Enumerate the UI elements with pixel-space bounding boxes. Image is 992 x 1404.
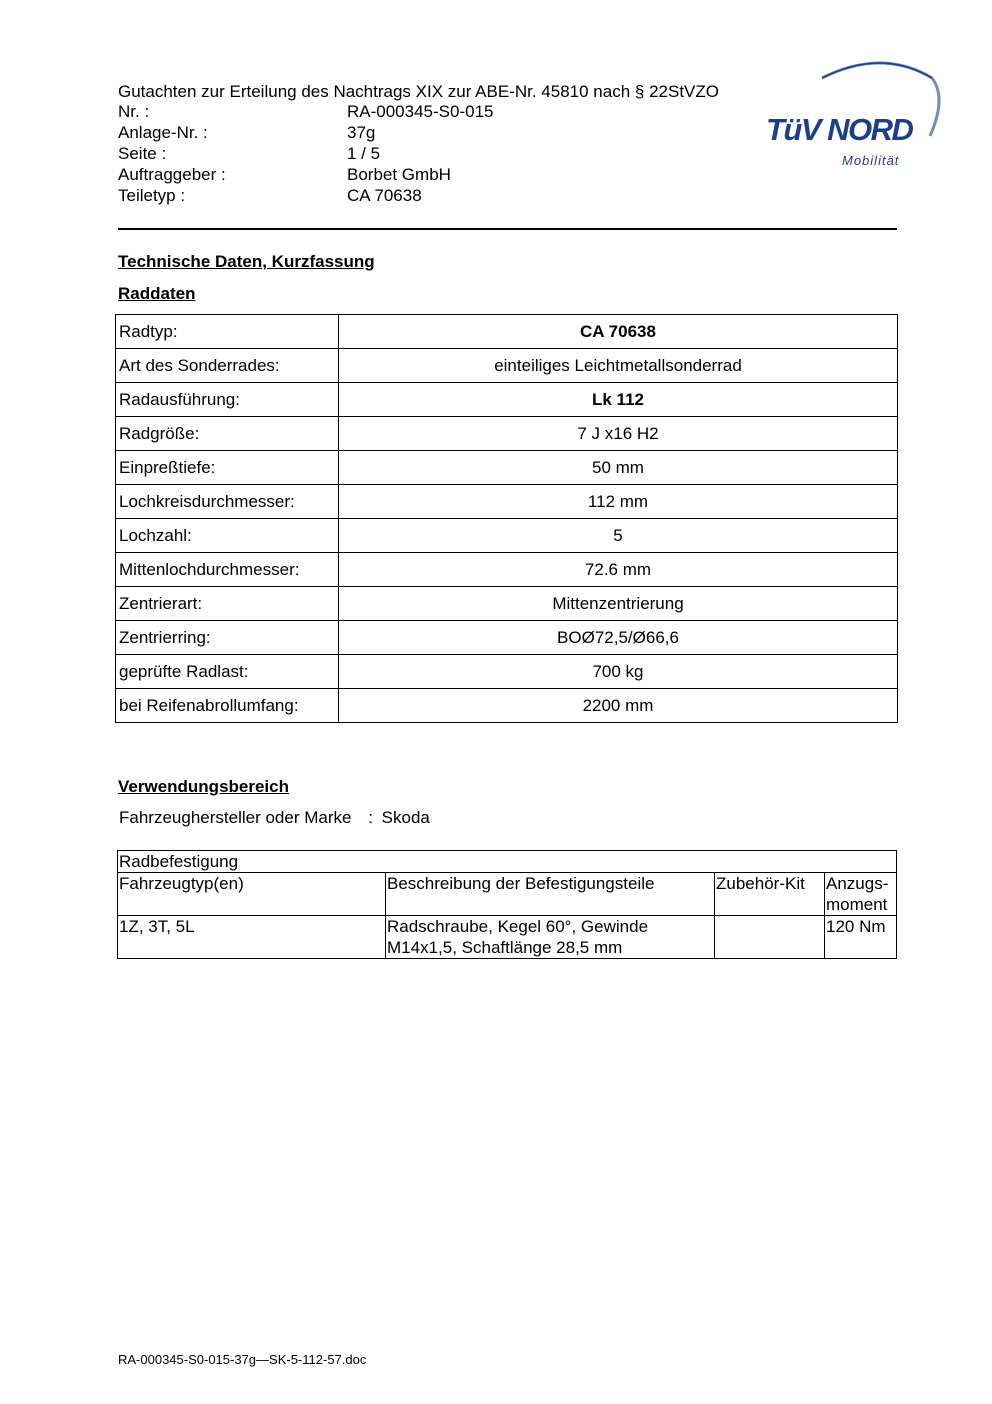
document-title: Gutachten zur Erteilung des Nachtrags XIX zur ABE-Nr. 45810 nach § 22StVZO <box>118 82 719 101</box>
meta-label-nr: Nr. : <box>118 102 150 121</box>
wheel-data-row <box>116 315 898 349</box>
meta-label-auftraggeber: Auftraggeber : <box>118 165 226 184</box>
wheel-data-label: geprüfte Radlast: <box>116 655 339 689</box>
wheel-data-label: Zentrierring: <box>116 621 339 655</box>
tuv-nord-logo <box>762 58 942 170</box>
wheel-data-title: Raddaten <box>118 284 196 303</box>
meta-label-seite: Seite : <box>118 144 167 163</box>
wheel-data-value: 50 mm <box>339 451 898 485</box>
wheel-data-label: Radtyp: <box>116 315 339 349</box>
wheel-data-row <box>116 655 898 689</box>
mounting-table <box>117 850 897 959</box>
meta-label-teiletyp: Teiletyp : <box>118 186 186 205</box>
wheel-data-value: einteiliges Leichtmetallsonderrad <box>339 349 898 383</box>
footer-filename: RA-000345-S0-015-37g—SK-5-112-57.doc <box>118 1352 367 1367</box>
manufacturer-label: Fahrzeughersteller oder Marke <box>119 808 352 827</box>
mounting-row <box>118 916 897 959</box>
cell-torque: 120 Nm <box>825 916 897 959</box>
wheel-data-label: Radausführung: <box>116 383 339 417</box>
meta-value-auftraggeber: Borbet GmbH <box>347 165 451 184</box>
header-accessory-kit: Zubehör-Kit <box>715 873 825 916</box>
wheel-data-label: bei Reifenabrollumfang: <box>116 689 339 723</box>
wheel-data-row <box>116 621 898 655</box>
usage-title: Verwendungsbereich <box>118 777 289 796</box>
wheel-data-value: 700 kg <box>339 655 898 689</box>
wheel-data-value: 7 J x16 H2 <box>339 417 898 451</box>
header-torque: Anzugs- moment <box>825 873 897 916</box>
meta-value-teiletyp: CA 70638 <box>347 186 422 205</box>
tuv-nord-logo-graphic <box>762 58 942 170</box>
manufacturer-value: Skoda <box>381 808 430 827</box>
wheel-data-label: Mittenlochdurchmesser: <box>116 553 339 587</box>
summary-title: Technische Daten, Kurzfassung <box>118 252 375 271</box>
cell-accessory-kit <box>715 916 825 959</box>
wheel-data-row <box>116 519 898 553</box>
manufacturer-separator: : <box>368 808 373 827</box>
header-divider <box>118 228 897 230</box>
wheel-data-row <box>116 587 898 621</box>
wheel-data-label: Einpreßtiefe: <box>116 451 339 485</box>
wheel-data-value: Lk 112 <box>339 383 898 417</box>
wheel-data-value: Mittenzentrierung <box>339 587 898 621</box>
wheel-data-label: Lochzahl: <box>116 519 339 553</box>
wheel-data-label: Zentrierart: <box>116 587 339 621</box>
wheel-data-row <box>116 383 898 417</box>
logo-arc-inner <box>822 63 932 78</box>
wheel-data-row <box>116 349 898 383</box>
wheel-data-value: 112 mm <box>339 485 898 519</box>
wheel-data-table <box>115 314 898 723</box>
wheel-data-value: 2200 mm <box>339 689 898 723</box>
wheel-data-row <box>116 553 898 587</box>
meta-value-anlage: 37g <box>347 123 376 142</box>
wheel-data-row <box>116 451 898 485</box>
wheel-data-label: Radgröße: <box>116 417 339 451</box>
header-description: Beschreibung der Befestigungsteile <box>386 873 715 916</box>
meta-label-anlage: Anlage-Nr. : <box>118 123 208 142</box>
meta-value-nr: RA-000345-S0-015 <box>347 102 494 121</box>
wheel-data-value: CA 70638 <box>339 315 898 349</box>
header-vehicle-types: Fahrzeugtyp(en) <box>118 873 386 916</box>
wheel-data-row <box>116 485 898 519</box>
wheel-data-label: Art des Sonderrades: <box>116 349 339 383</box>
wheel-data-row <box>116 417 898 451</box>
mounting-table-title: Radbefestigung <box>118 851 897 873</box>
wheel-data-row <box>116 689 898 723</box>
logo-subtitle: Mobilität <box>842 153 900 168</box>
wheel-data-label: Lochkreisdurchmesser: <box>116 485 339 519</box>
manufacturer-row <box>119 808 430 828</box>
cell-vehicle-types: 1Z, 3T, 5L <box>118 916 386 959</box>
wheel-data-value: 5 <box>339 519 898 553</box>
wheel-data-value: 72.6 mm <box>339 553 898 587</box>
cell-description: Radschraube, Kegel 60°, Gewinde M14x1,5, Schaftlänge 28,5 mm <box>386 916 715 959</box>
mounting-header-row <box>118 873 897 916</box>
wheel-data-value: BOØ72,5/Ø66,6 <box>339 621 898 655</box>
meta-value-seite: 1 / 5 <box>347 144 381 163</box>
logo-brand-text: TüV NORD <box>766 112 913 147</box>
